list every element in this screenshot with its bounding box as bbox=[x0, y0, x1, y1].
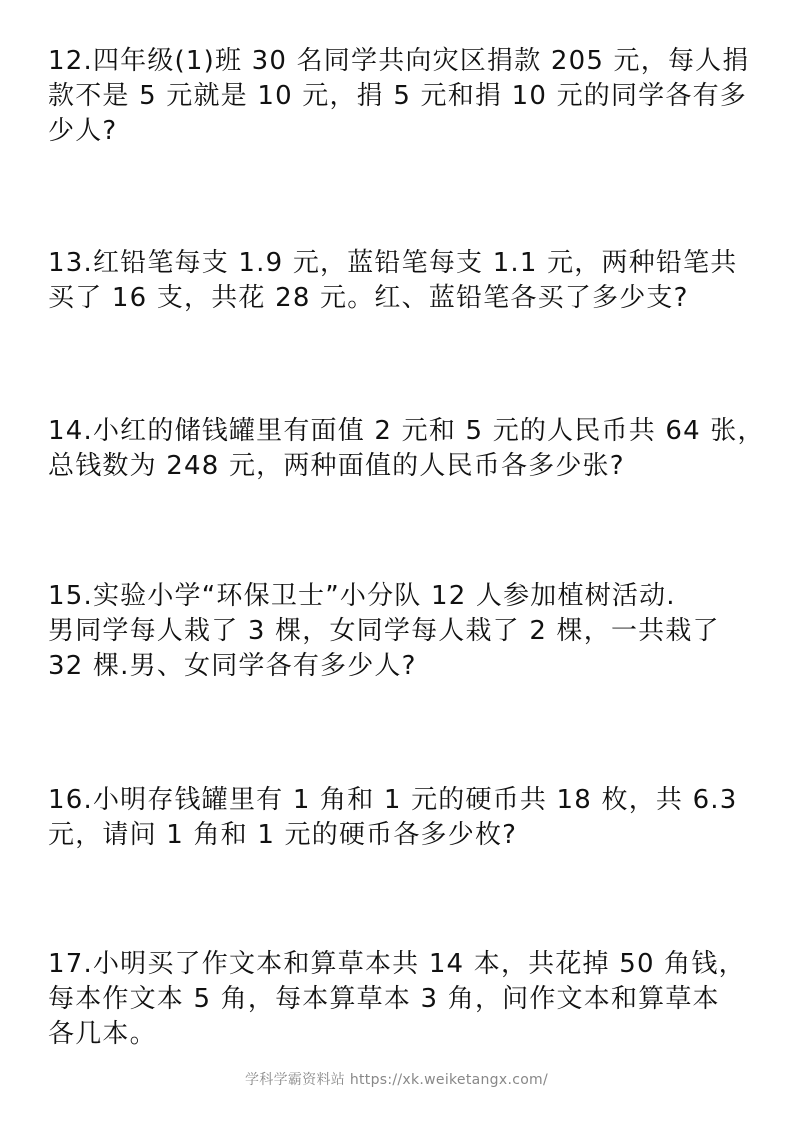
problem-14 bbox=[48, 414, 765, 484]
problem-line: 12.四年级(1)班 30 名同学共向灾区捐款 205 元，每人捐 bbox=[48, 46, 750, 76]
problem-13 bbox=[48, 246, 748, 316]
problem-16 bbox=[48, 783, 748, 853]
problem-line: 买了 16 支，共花 28 元。红、蓝铅笔各买了多少支? bbox=[48, 283, 689, 313]
problem-line: 16.小明存钱罐里有 1 角和 1 元的硬币共 18 枚，共 6.3 bbox=[48, 785, 738, 815]
problem-line: 15.实验小学“环保卫士”小分队 12 人参加植树活动. bbox=[48, 581, 676, 611]
problem-line: 总钱数为 248 元，两种面值的人民币各多少张? bbox=[48, 451, 625, 481]
problem-line: 元，请问 1 角和 1 元的硬币各多少枚? bbox=[48, 820, 518, 850]
problem-line: 17.小明买了作文本和算草本共 14 本，共花掉 50 角钱， bbox=[48, 949, 746, 979]
problem-17 bbox=[48, 947, 748, 1052]
problem-line: 每本作文本 5 角，每本算草本 3 角，问作文本和算草本 bbox=[48, 984, 720, 1014]
problem-12 bbox=[48, 44, 748, 149]
problem-line: 款不是 5 元就是 10 元，捐 5 元和捐 10 元的同学各有多 bbox=[48, 81, 747, 111]
problem-line: 13.红铅笔每支 1.9 元，蓝铅笔每支 1.1 元，两种铅笔共 bbox=[48, 248, 738, 278]
problem-15 bbox=[48, 579, 748, 684]
problem-line: 32 棵.男、女同学各有多少人? bbox=[48, 651, 417, 681]
footer-watermark: 学科学霸资料站 https://xk.weiketangx.com/ bbox=[244, 1072, 549, 1088]
problem-line: 男同学每人栽了 3 棵，女同学每人栽了 2 棵，一共栽了 bbox=[48, 616, 720, 646]
problem-line: 各几本。 bbox=[48, 1019, 157, 1049]
problem-line: 少人? bbox=[48, 116, 118, 146]
problem-line: 14.小红的储钱罐里有面值 2 元和 5 元的人民币共 64 张， bbox=[48, 416, 765, 446]
